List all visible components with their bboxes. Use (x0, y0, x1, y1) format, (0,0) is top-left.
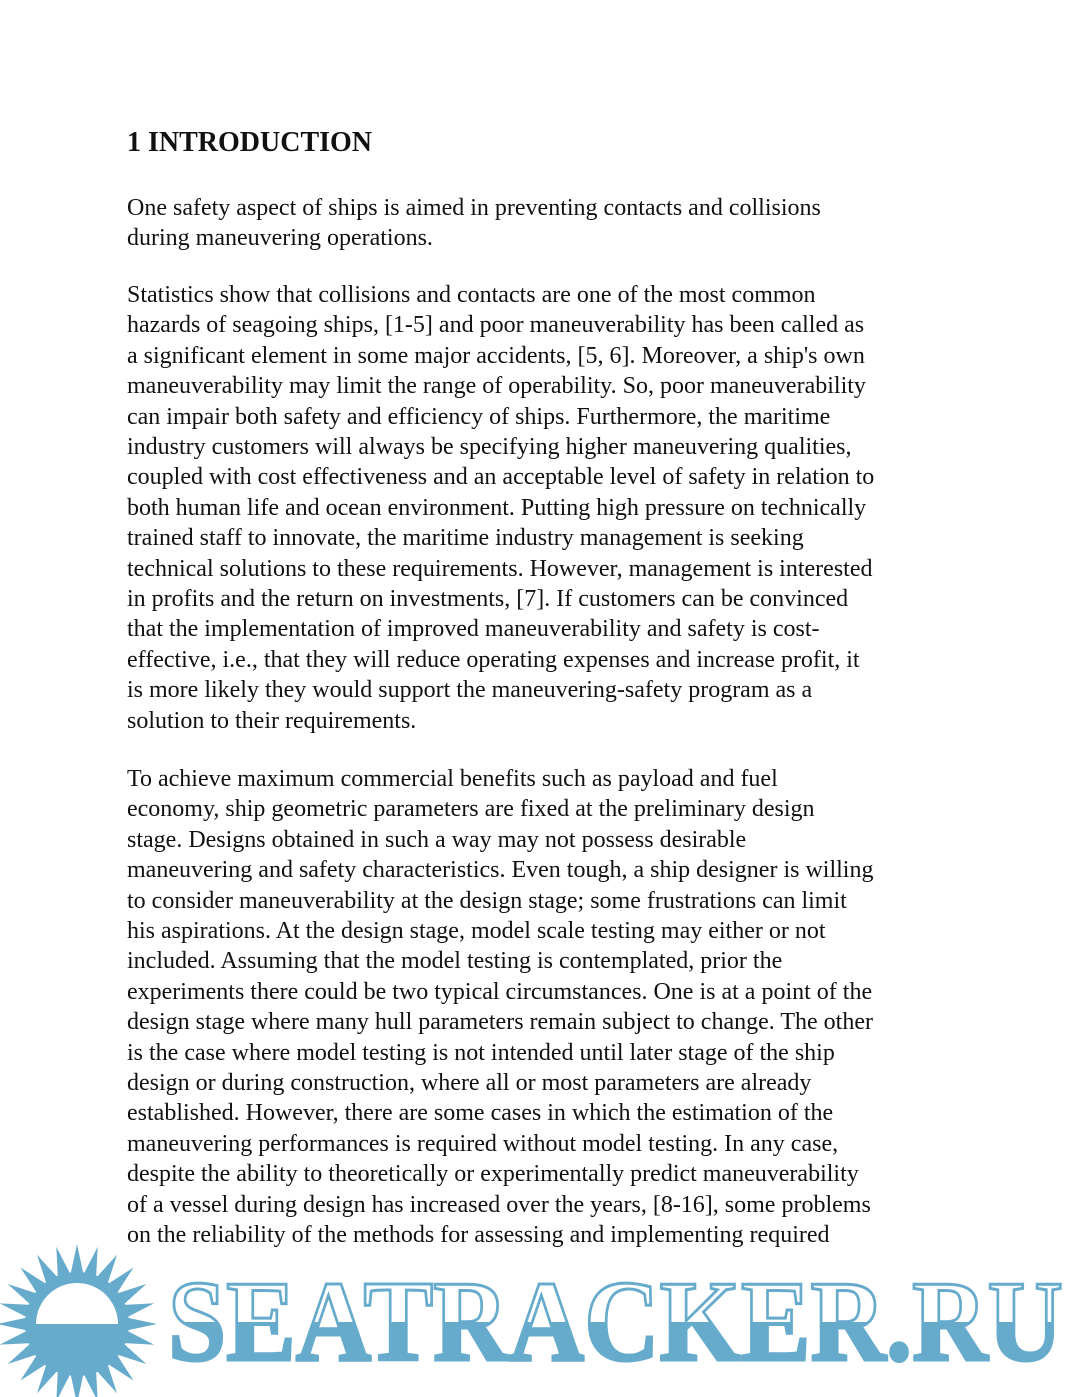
text-line: to consider maneuverability at the design stage; some frustrations can limit (127, 887, 847, 914)
text-line: of a vessel during design has increased over the years, [8-16], some problems (127, 1191, 871, 1218)
text-line: trained staff to innovate, the maritime industry management is seeking (127, 525, 804, 552)
text-line: hazards of seagoing ships, [1-5] and poor maneuverability has been called as (127, 312, 865, 339)
text-line: despite the ability to theoretically or experimentally predict maneuverability (127, 1161, 859, 1188)
text-line: industry customers will always be specifying higher maneuvering qualities, (127, 434, 852, 461)
text-line: effective, i.e., that they will reduce operating expenses and increase profit, it (127, 646, 860, 673)
paragraph-1 (127, 193, 821, 254)
text-line: economy, ship geometric parameters are fixed at the preliminary design (127, 796, 815, 823)
text-line: maneuvering performances is required without model testing. In any case, (127, 1130, 839, 1157)
text-line: established. However, there are some cases in which the estimation of the (127, 1100, 834, 1127)
paragraph-2 (127, 280, 874, 736)
text-line: design stage where many hull parameters remain subject to change. The other (127, 1009, 873, 1036)
text-line: maneuverability may limit the range of operability. So, poor maneuverability (127, 373, 866, 400)
text-line: during maneuvering operations. (127, 225, 433, 252)
sun-icon (0, 1244, 157, 1397)
text-line: experiments there could be two typical circumstances. One is at a point of the (127, 978, 873, 1005)
paragraph-3 (127, 764, 873, 1251)
text-line: a significant element in some major accidents, [5, 6]. Moreover, a ship's own (127, 342, 865, 369)
text-line: both human life and ocean environment. Putting high pressure on technically (127, 494, 867, 521)
text-line: solution to their requirements. (127, 707, 417, 734)
text-line: on the reliability of the methods for assessing and implementing required (127, 1222, 830, 1249)
text-line: maneuvering and safety characteristics. Even tough, a ship designer is willing (127, 857, 874, 884)
seatracker-watermark-logo (0, 1238, 1080, 1397)
text-line: Statistics show that collisions and contacts are one of the most common (127, 282, 816, 308)
watermark-text: SEATRACKER.RU (168, 1258, 1063, 1386)
text-line: technical solutions to these requirements. However, management is interested (127, 555, 873, 582)
text-line: his aspirations. At the design stage, model scale testing may either or not (127, 918, 826, 945)
text-line: included. Assuming that the model testing is contemplated, prior the (127, 948, 783, 975)
text-line: coupled with cost effectiveness and an acceptable level of safety in relation to (127, 464, 875, 491)
text-line: One safety aspect of ships is aimed in preventing contacts and collisions (127, 195, 821, 221)
text-line: stage. Designs obtained in such a way may not possess desirable (127, 826, 747, 853)
text-line: is more likely they would support the maneuvering-safety program as a (127, 677, 813, 704)
section-heading: 1 INTRODUCTION (127, 127, 373, 158)
text-line: is the case where model testing is not intended until later stage of the ship (127, 1039, 835, 1066)
text-line: in profits and the return on investments, [7]. If customers can be convinced (127, 586, 849, 613)
text-line: can impair both safety and efficiency of ships. Furthermore, the maritime (127, 403, 831, 430)
text-line: that the implementation of improved maneuverability and safety is cost- (127, 616, 820, 643)
text-line: design or during construction, where all or most parameters are already (127, 1070, 812, 1097)
text-line: To achieve maximum commercial benefits such as payload and fuel (127, 766, 778, 792)
